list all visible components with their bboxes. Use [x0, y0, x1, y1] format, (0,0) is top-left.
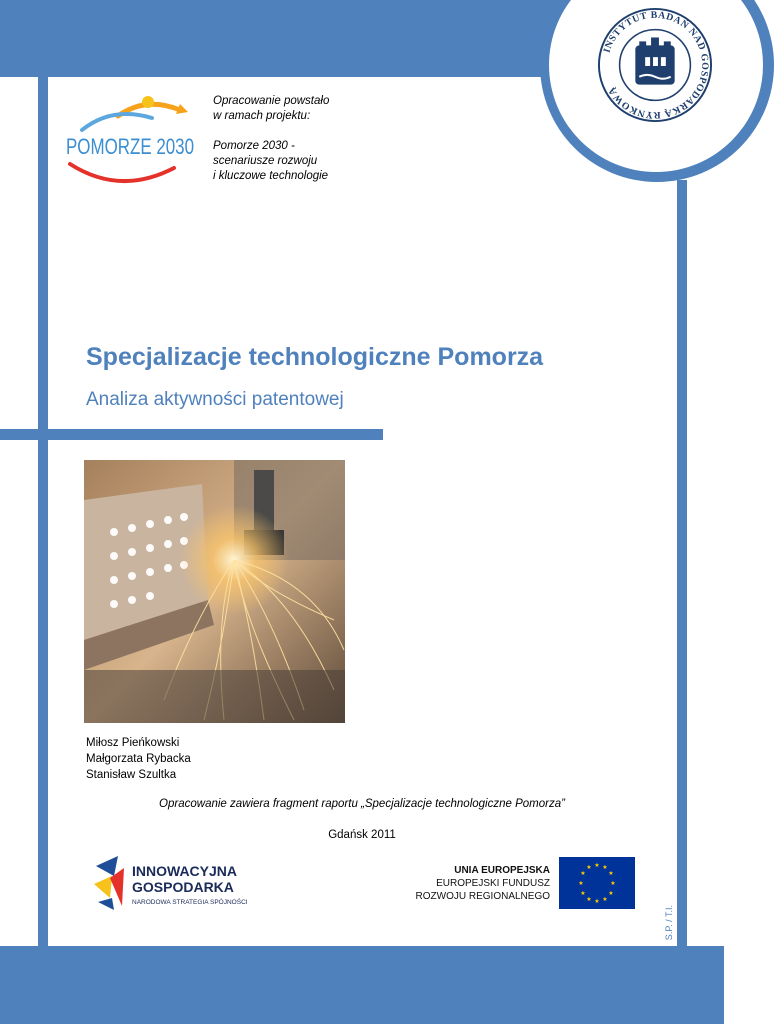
- title-rule: [0, 429, 383, 440]
- svg-text:★: ★: [602, 864, 608, 871]
- svg-text:★: ★: [610, 880, 616, 887]
- seal-ring-text: INSTYTUT BADAŃ NAD GOSPODARKĄ RYNKOWĄ: [601, 9, 711, 121]
- pomorze-2030-logo: [62, 90, 198, 186]
- svg-text:★: ★: [594, 898, 600, 905]
- author-name: Stanisław Szultka: [86, 769, 177, 781]
- project-note-name: [213, 139, 373, 184]
- svg-text:★: ★: [608, 890, 614, 897]
- project-note-line: scenariusze rozwoju: [213, 155, 318, 167]
- welding-sparks-photo: [84, 460, 345, 723]
- project-logo-text: POMORZE 2030: [66, 134, 194, 159]
- svg-text:★: ★: [586, 896, 592, 903]
- svg-text:★: ★: [578, 880, 584, 887]
- project-note-intro: [213, 94, 373, 124]
- project-note-line: i kluczowe technologie: [213, 170, 329, 182]
- ig-logo-line1: INNOWACYJNA: [132, 863, 238, 879]
- excerpt-note: Opracowanie zawiera fragment raportu „Specjalizacje technologiczne Pomorza”: [159, 798, 565, 810]
- svg-text:★: ★: [602, 896, 608, 903]
- eu-label-line: UNIA EUROPEJSKA: [454, 865, 550, 876]
- place-date: Gdańsk 2011: [328, 829, 396, 841]
- svg-text:★: ★: [594, 862, 600, 869]
- svg-text:★: ★: [586, 864, 592, 871]
- ig-logo-line3: NARODOWA STRATEGIA SPÓJNOŚCI: [132, 899, 248, 906]
- eu-label-line: EUROPEJSKI FUNDUSZ: [436, 878, 550, 889]
- eu-label-line: ROZWOJU REGIONALNEGO: [415, 891, 550, 902]
- project-note-line: Opracowanie powstało: [213, 95, 330, 107]
- document-subtitle: Analiza aktywności patentowej: [86, 389, 344, 410]
- author-name: Miłosz Pieńkowski: [86, 737, 180, 749]
- document-title: Specjalizacje technologiczne Pomorza: [86, 343, 544, 371]
- author-name: Małgorzata Rybacka: [86, 753, 191, 765]
- ig-logo-line2: GOSPODARKA: [132, 879, 234, 895]
- left-border-bar: [38, 77, 48, 947]
- bottom-band: [0, 946, 724, 1024]
- svg-text:★: ★: [608, 870, 614, 877]
- project-note-line: w ramach projektu:: [213, 110, 311, 122]
- svg-text:★: ★: [580, 870, 586, 877]
- innowacyjna-gospodarka-logo: [92, 854, 262, 912]
- institute-seal-icon: [596, 6, 714, 124]
- project-note-line: Pomorze 2030 -: [213, 140, 295, 152]
- side-code: S.P. / T.I.: [664, 905, 674, 941]
- eu-label: [380, 864, 550, 903]
- svg-text:★: ★: [580, 890, 586, 897]
- eu-flag-icon: [559, 857, 635, 909]
